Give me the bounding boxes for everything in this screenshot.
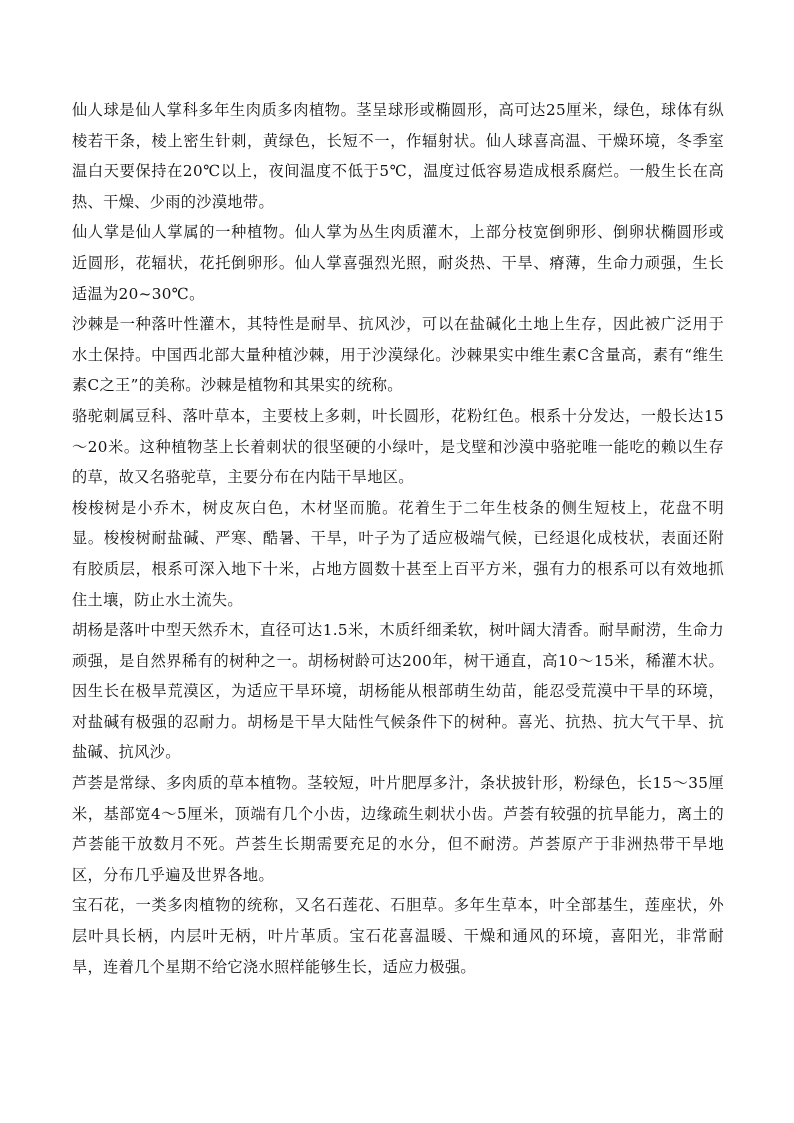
paragraph-aloe: 芦荟是常绿、多肉质的草本植物。茎较短，叶片肥厚多汁，条状披针形，粉绿色，长15～35厘米，基部宽4～5厘米，顶端有几个小齿，边缘疏生刺状小齿。芦荟有较强的抗旱能力，离土的芦荟能干放数月不死。芦荟生长期需要充足的水分，但不耐涝。芦荟原产于非洲热带干旱地区，分布几乎遍及世界各地。 [72,774,724,884]
paragraph-cactus-ball: 仙人球是仙人掌科多年生肉质多肉植物。茎呈球形或椭圆形，高可达25厘米，绿色，球体有纵棱若干条，棱上密生针刺，黄绿色，长短不一，作辐射状。仙人球喜高温、干燥环境，冬季室温白天要保持在20℃以上，夜间温度不低于5℃，温度过低容易造成根系腐烂。一般生长在高热、干燥、少雨的沙漠地带。 [72,101,724,211]
paragraph-sea-buckthorn: 沙棘是一种落叶性灌木，其特性是耐旱、抗风沙，可以在盐碱化土地上生存，因此被广泛用于水土保持。中国西北部大量种植沙棘，用于沙漠绿化。沙棘果实中维生素C含量高，素有“维生素C之王”的美称。沙棘是植物和其果实的统称。 [72,315,724,395]
paragraph-echeveria: 宝石花，一类多肉植物的统称，又名石莲花、石胆草。多年生草本，叶全部基生，莲座状，外层叶具长柄，内层叶无柄，叶片革质。宝石花喜温暖、干燥和通风的环境，喜阳光，非常耐旱，连着几个星期不给它浇水照样能够生长，适应力极强。 [72,896,724,976]
document-body [72,95,724,982]
paragraph-prickly-pear: 仙人掌是仙人掌属的一种植物。仙人掌为丛生肉质灌木，上部分枝宽倒卵形、倒卵状椭圆形或近圆形，花辐状，花托倒卵形。仙人掌喜强烈光照，耐炎热、干旱、瘠薄，生命力顽强，生长适温为20~30℃。 [72,223,724,303]
paragraph-camelthorn: 骆驼刺属豆科、落叶草本，主要枝上多刺，叶长圆形，花粉红色。根系十分发达，一般长达15～20米。这种植物茎上长着刺状的很坚硬的小绿叶，是戈壁和沙漠中骆驼唯一能吃的赖以生存的草，故又名骆驼草，主要分布在内陆干旱地区。 [72,406,724,487]
paragraph-desert-poplar: 胡杨是落叶中型天然乔木，直径可达1.5米，木质纤细柔软，树叶阔大清香。耐旱耐涝，生命力顽强，是自然界稀有的树种之一。胡杨树龄可达200年，树干通直，高10～15米，稀灌木状。因生长在极旱荒漠区，为适应干旱环境，胡杨能从根部萌生幼苗，能忍受荒漠中干旱的环境，对盐碱有极强的忍耐力。胡杨是干旱大陆性气候条件下的树种。喜光、抗热、抗大气干旱、抗盐碱、抗风沙。 [72,621,724,762]
paragraph-saxaul: 梭梭树是小乔木，树皮灰白色，木材坚而脆。花着生于二年生枝条的侧生短枝上，花盘不明显。梭梭树耐盐碱、严寒、酷暑、干旱，叶子为了适应极端气候，已经退化成枝状，表面还附有胶质层，根系可深入地下十米，占地方圆数十甚至上百平方米，强有力的根系可以有效地抓住土壤，防止水土流失。 [72,498,724,609]
